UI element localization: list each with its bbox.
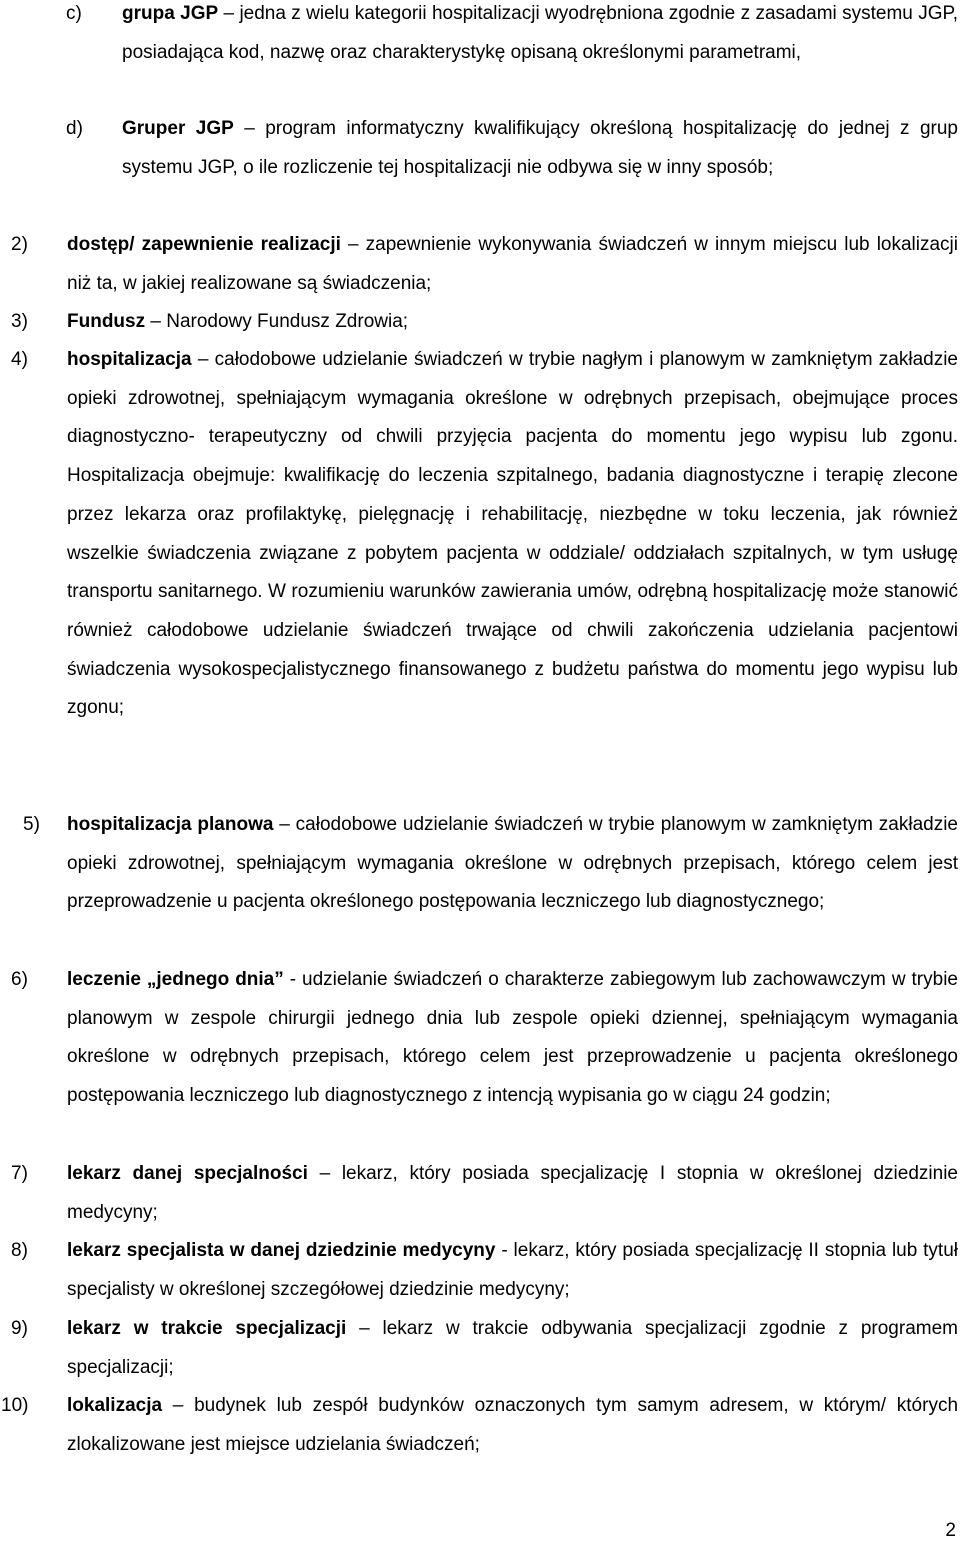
item-marker: 2) (11, 234, 28, 255)
definition-item-d (66, 110, 958, 187)
item-description: lekarz, który posiada specjalizację II stopnia lub tytuł specjalisty w określonej szczegółowej dziedzinie medycyny; (67, 1240, 959, 1300)
item-marker: 3) (11, 311, 28, 332)
item-description: całodobowe udzielanie świadczeń w trybie planowym w zamkniętym zakładzie opieki zdrowotnej, spełniającym wymagania określone w odrębnych przepisach, którego celem jest przeprowadzenie u pacjenta określonego postępowania leczniczego lub diagnostycznego; (67, 814, 959, 913)
item-term: lekarz danej specjalności (67, 1163, 308, 1184)
item-description: zapewnienie wykonywania świadczeń w innym miejscu lub lokalizacji niż ta, w jakiej realizowane są świadczenia; (67, 234, 959, 294)
item-term: Fundusz (67, 311, 146, 332)
item-description: lekarz, który posiada specjalizację I stopnia w określonej dziedzinie medycyny; (67, 1163, 958, 1223)
item-description: budynek lub zespół budynków oznaczonych tym samym adresem, w którym/ których zlokalizowane jest miejsce udzielania świadczeń; (67, 1395, 959, 1455)
item-separator: - (283, 969, 302, 990)
item-separator: - (495, 1240, 514, 1261)
definition-item-7 (11, 1155, 958, 1232)
item-marker: 5) (23, 814, 40, 835)
definition-item-9 (11, 1310, 958, 1387)
definition-item-5 (23, 806, 959, 922)
item-separator: – (307, 1163, 342, 1184)
item-description: jedna z wielu kategorii hospitalizacji wyodrębniona zgodnie z zasadami systemu JGP, posiadająca kod, nazwę oraz charakterystykę opisaną określonymi parametrami, (122, 3, 959, 63)
definition-item-3 (11, 303, 958, 342)
item-separator: – (346, 1318, 383, 1339)
item-separator: – (273, 814, 296, 835)
item-term: lekarz w trakcie specjalizacji (67, 1318, 347, 1339)
definition-item-8 (11, 1232, 959, 1309)
page-number: 2 (945, 1520, 956, 1541)
definition-item-4 (11, 341, 959, 728)
definition-item-2 (11, 226, 959, 303)
item-separator: – (233, 118, 266, 139)
item-separator: – (218, 3, 240, 24)
definition-item-c (66, 0, 959, 72)
item-marker: 7) (11, 1163, 28, 1184)
item-description: udzielanie świadczeń o charakterze zabiegowym lub zachowawczym w trybie planowym w zespole chirurgii jednego dnia lub zespole opieki dziennej, spełniającym wymagania określone w odrębnych przepisach, którego celem jest przeprowadzenie u pacjenta określonego postępowania leczniczego lub diagnostycznego z intencją wypisania go w ciągu 24 godzin; (67, 969, 958, 1107)
item-separator: – (340, 234, 366, 255)
item-marker: 4) (11, 349, 28, 370)
item-term: lokalizacja (67, 1395, 163, 1416)
item-marker: 10) (1, 1395, 29, 1416)
item-marker: c) (66, 3, 82, 24)
item-marker: 9) (11, 1318, 28, 1339)
item-term: hospitalizacja (67, 349, 192, 370)
item-description: Narodowy Fundusz Zdrowia; (166, 311, 409, 332)
item-marker: d) (66, 118, 83, 139)
item-term: Gruper JGP (122, 118, 234, 139)
definition-item-10 (1, 1387, 959, 1464)
definition-item-6 (11, 961, 958, 1116)
item-description: program informatyczny kwalifikujący określoną hospitalizację do jednej z grup systemu JGP, o ile rozliczenie tej hospitalizacji nie odbywa się w inny sposób; (122, 118, 958, 178)
item-term: hospitalizacja planowa (67, 814, 274, 835)
item-term: leczenie „jednego dnia” (67, 969, 284, 990)
item-term: dostęp/ zapewnienie realizacji (67, 234, 341, 255)
item-separator: – (191, 349, 215, 370)
item-marker: 6) (11, 969, 28, 990)
item-term: lekarz specjalista w danej dziedzinie medycyny (67, 1240, 496, 1261)
item-separator: – (162, 1395, 195, 1416)
item-description: lekarz w trakcie odbywania specjalizacji zgodnie z programem specjalizacji; (67, 1318, 958, 1378)
item-description: całodobowe udzielanie świadczeń w trybie nagłym i planowym w zamkniętym zakładzie opieki zdrowotnej, spełniającym wymagania określone w odrębnych przepisach, obejmujące proces diagnostyczno- terapeutyczny od chwili przyjęcia pacjenta do momentu jego wypisu lub zgonu. Hospitalizacja obejmuje: kwalifikację do leczenia szpitalnego, badania diagnostyczne i terapię zlecone przez lekarza oraz profilaktykę, pielęgnację i rehabilitację, niezbędne w toku leczenia, jak również wszelkie świadczenia związane z pobytem pacjenta w oddziale/ oddziałach szpitalnych, w tym usługę transportu sanitarnego. W rozumieniu warunków zawierania umów, odrębną hospitalizację może stanowić również całodobowe udzielanie świadczeń trwające od chwili zakończenia udzielania pacjentowi świadczenia wysokospecjalistycznego finansowanego z budżetu państwa do momentu jego wypisu lub zgonu; (67, 349, 959, 719)
item-term: grupa JGP (122, 3, 219, 24)
item-separator: – (145, 311, 167, 332)
item-marker: 8) (11, 1240, 28, 1261)
